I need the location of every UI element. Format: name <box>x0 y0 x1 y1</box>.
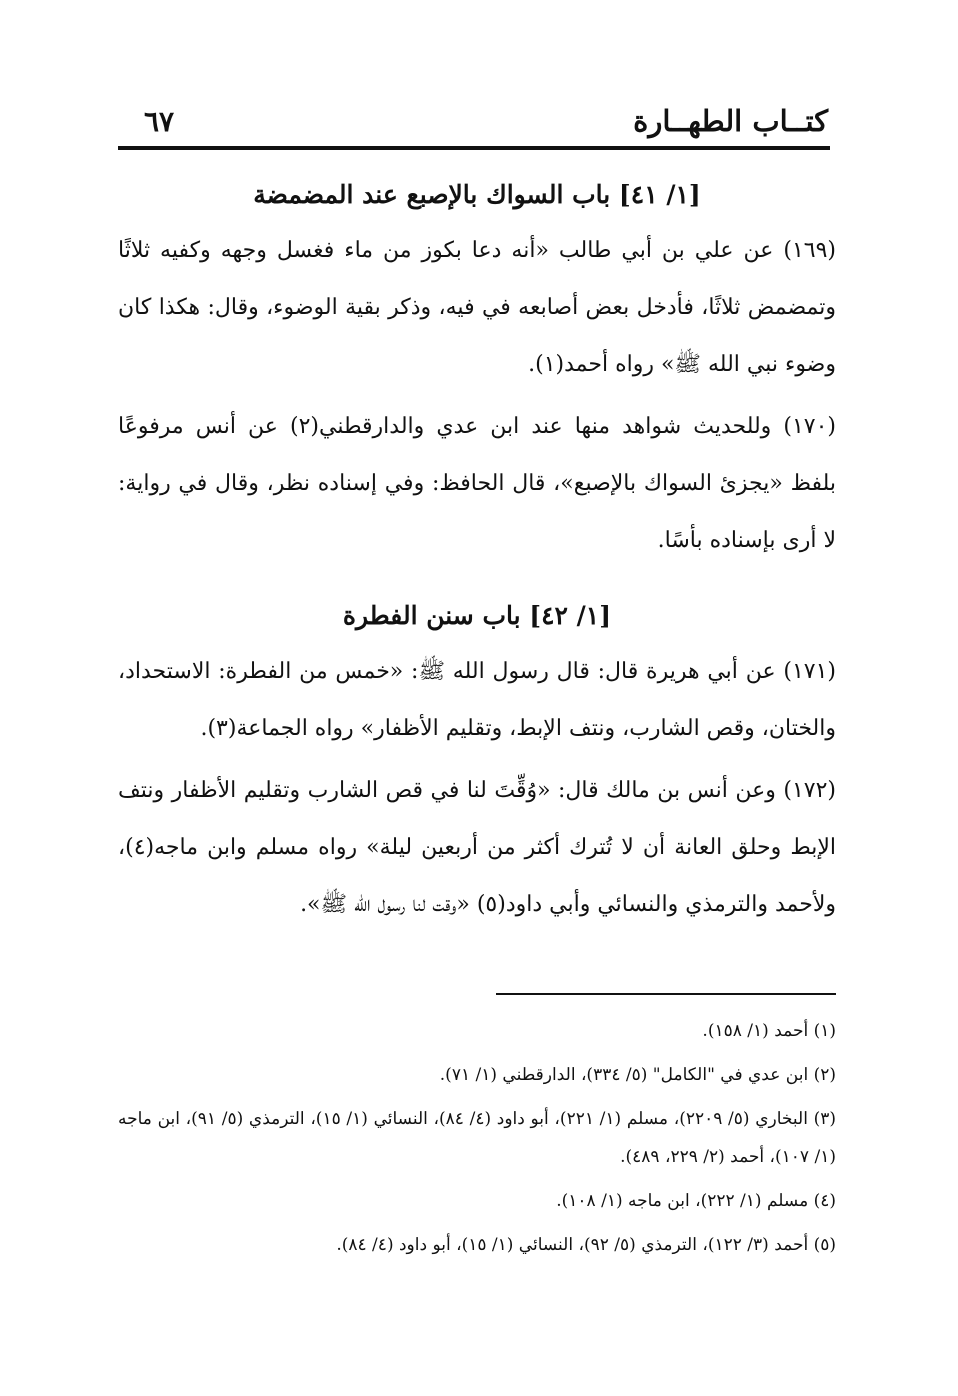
footnote-4: (٤) مسلم (١/ ٢٢٢)، ابن ماجه (١/ ١٠٨). <box>556 1191 836 1211</box>
hadith-169-paragraph: (١٦٩) عن علي بن أبي طالب «أنه دعا بكوز من ماء فغسل وجهه وكفيه ثلاثًا وتمضمض ثلاثًا، فأدخل بعض أصابعه في فيه، وذكر بقية الوضوء، وقال: هكذا كان وضوء نبي الله ﷺ» رواه أحمد(١). <box>118 238 836 377</box>
hadith-170-paragraph: (١٧٠) وللحديث شواهد منها عند ابن عدي والدارقطني(٢) عن أنس مرفوعًا بلفظ «يجزئ السواك بالإصبع»، قال الحافظ: وفي إسناده نظر، وقال في رواية: لا أرى بإسناده بأسًا. <box>118 414 836 553</box>
chapter-heading-siwak: [١/ ٤١] باب السواك بالإصبع عند المضمضة <box>253 180 701 209</box>
footnote-1: (١) أحمد (١/ ١٥٨). <box>702 1021 836 1041</box>
footnote-5: (٥) أحمد (٣/ ١٢٢)، الترمذي (٥/ ٩٢)، النسائي (١/ ١٥)، أبو داود (٤/ ٨٤). <box>336 1235 836 1255</box>
main-text <box>118 170 836 933</box>
hadith-171-paragraph: (١٧١) عن أبي هريرة قال: قال رسول الله ﷺ: «خمس من الفطرة: الاستحداد، والختان، وقص الشارب، ونتف الإبط، وتقليم الأظفار» رواه الجماعة(٣). <box>118 659 836 741</box>
footnote-2: (٢) ابن عدي في "الكامل" (٥/ ٣٣٤)، الدارقطني (١/ ٧١). <box>439 1065 836 1085</box>
page-number: ٦٧ <box>144 105 175 138</box>
hadith-172-paragraph: (١٧٢) وعن أنس بن مالك قال: «وُقِّتَ لنا في قص الشارب وتقليم الأظفار ونتف الإبط وحلق العانة أن لا تُترك أكثر من أربعين ليلة» رواه مسلم وابن ماجه(٤)، ولأحمد والترمذي والنسائي وأبي داود(٥) «وقت لنا رسول الله ﷺ». <box>118 778 836 917</box>
footnotes <box>118 1012 836 1264</box>
chapter-heading-fitra: [١/ ٤٢] باب سنن الفطرة <box>342 601 612 630</box>
footnote-3: (٣) البخاري (٥/ ٢٢٠٩)، مسلم (١/ ٢٢١)، أبو داود (٤/ ٨٤)، النسائي (١/ ١٥)، الترمذي (٥/ ٩١)، ابن ماجه (١/ ١٠٧)، أحمد (٢/ ٢٢٩، ٤٨٩). <box>118 1109 836 1167</box>
running-header <box>118 100 830 150</box>
footnote-separator <box>496 993 836 995</box>
running-title: كتــاب الطهــارة <box>633 104 828 138</box>
